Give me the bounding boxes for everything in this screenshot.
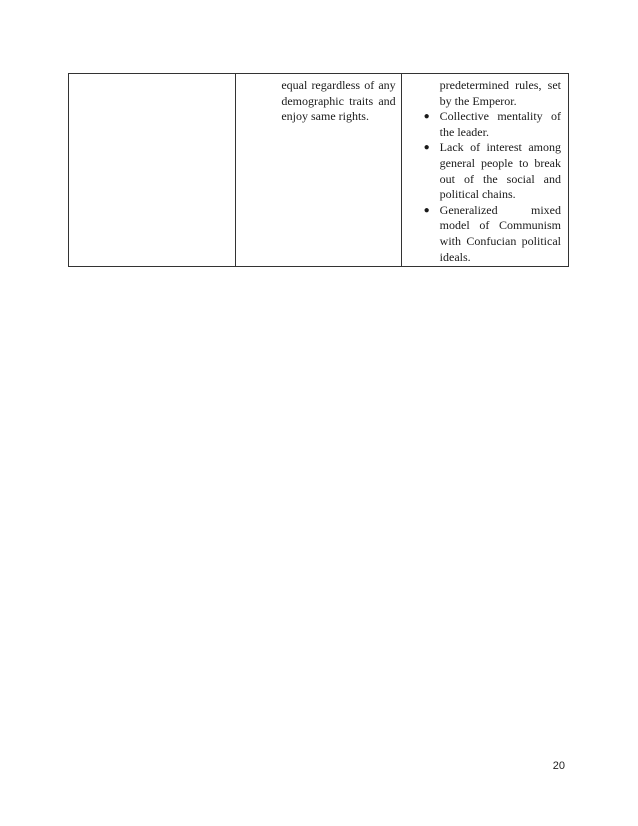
table-cell-col3 <box>401 74 568 267</box>
table-cell-col1 <box>69 74 236 267</box>
bullet-icon: ● <box>423 204 430 216</box>
cell-text-col2: equal regardless of any demographic traits and enjoy same rights. <box>281 78 396 124</box>
bullet-icon: ● <box>423 111 430 123</box>
bullet-item <box>423 140 561 202</box>
content-table <box>68 73 569 267</box>
bullet-icon: ● <box>423 142 430 154</box>
page-number: 20 <box>552 760 565 772</box>
table-cell-col2 <box>236 74 401 267</box>
bullet-item-text: Collective mentality of the leader. <box>439 109 561 139</box>
table-row <box>69 74 569 267</box>
bullet-item-text: Generalized mixed model of Communism with Confucian political ideals. <box>439 202 561 264</box>
bullet-item <box>423 109 561 140</box>
cell-text-col3-continuation: predetermined rules, set by the Emperor. <box>439 78 561 108</box>
bullet-item <box>423 202 561 265</box>
bullet-list <box>402 109 568 265</box>
bullet-item-text: Lack of interest among general people to break out of the social and political chains. <box>439 140 561 202</box>
